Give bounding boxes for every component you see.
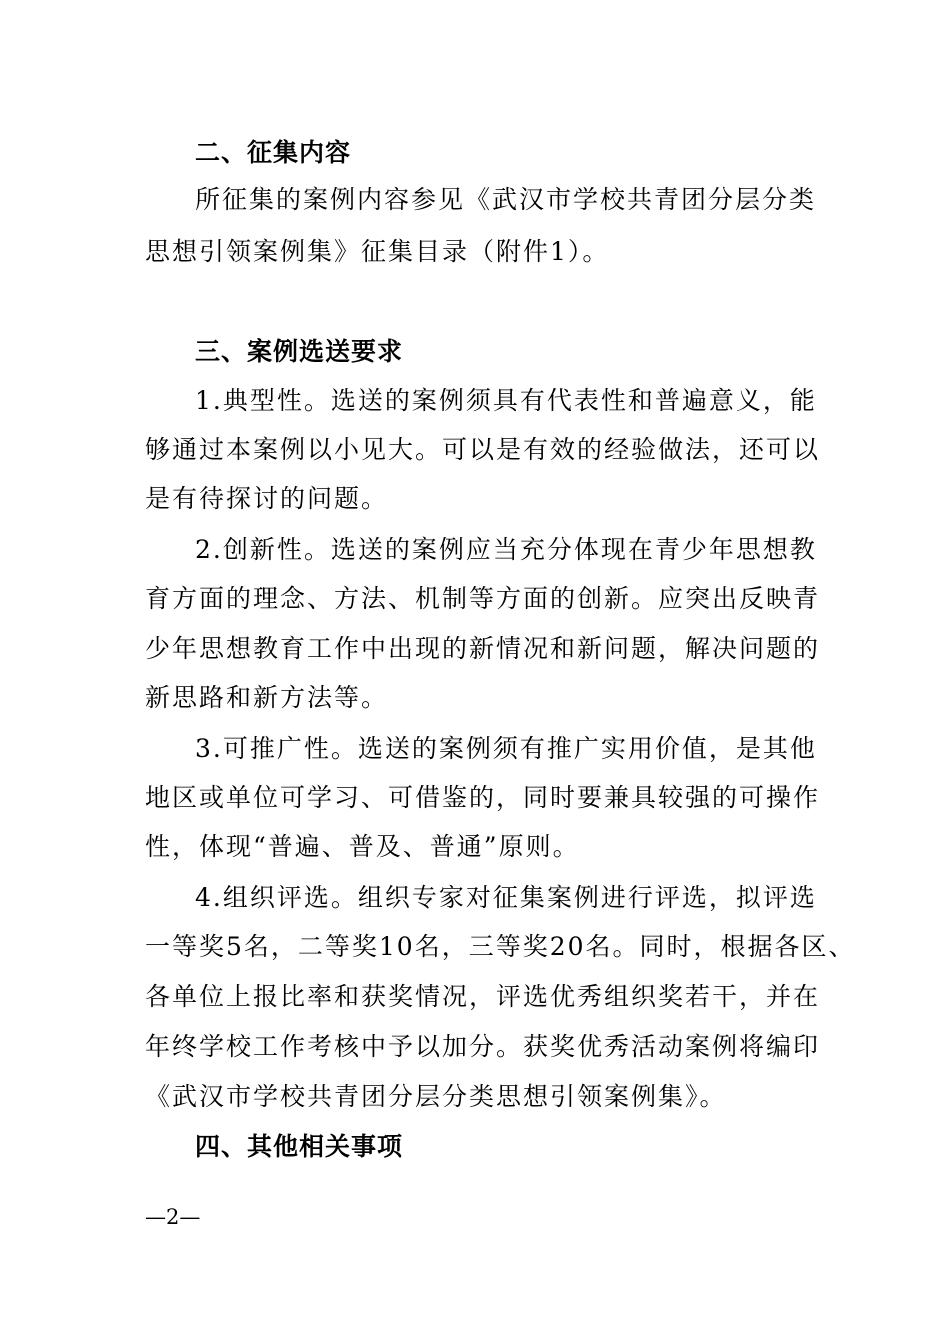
paragraph-line: 育方面的理念、方法、机制等方面的创新。应突出反映青 [145, 584, 821, 613]
page-number: —2— [145, 1205, 201, 1229]
paragraph-line: 少年思想教育工作中出现的新情况和新问题，解决问题的 [145, 634, 821, 663]
paragraph-line: 够通过本案例以小见大。可以是有效的经验做法，还可以 [145, 435, 821, 464]
paragraph-line: 所征集的案例内容参见《武汉市学校共青团分层分类 [195, 185, 817, 214]
paragraph-line: 一等奖5名，二等奖10名，三等奖20名。同时，根据各区、 [145, 932, 856, 961]
paragraph-line: 3.可推广性。选送的案例须有推广实用价值，是其他 [195, 734, 817, 763]
paragraph-line: 思想引领案例集》征集目录（附件1）。 [145, 237, 610, 266]
paragraph-line: 1.典型性。选送的案例须具有代表性和普遍意义，能 [195, 386, 817, 415]
paragraph-line: 新思路和新方法等。 [145, 683, 389, 712]
paragraph-line: 性，体现“普遍、普及、普通”原则。 [145, 832, 580, 861]
paragraph-line: 年终学校工作考核中予以加分。获奖优秀活动案例将编印 [145, 1032, 821, 1061]
section-heading-other-matters: 四、其他相关事项 [195, 1132, 404, 1161]
section-heading-case-requirements: 三、案例选送要求 [195, 337, 404, 366]
paragraph-line: 地区或单位可学习、可借鉴的，同时要兼具较强的可操作 [145, 783, 821, 812]
paragraph-line: 4.组织评选。组织专家对征集案例进行评选，拟评选 [195, 883, 817, 912]
paragraph-line: 是有待探讨的问题。 [145, 484, 389, 513]
section-heading-collection-content: 二、征集内容 [195, 138, 352, 167]
paragraph-line: 各单位上报比率和获奖情况，评选优秀组织奖若干，并在 [145, 982, 821, 1011]
paragraph-line: 《武汉市学校共青团分层分类思想引领案例集》。 [145, 1082, 727, 1111]
paragraph-line: 2.创新性。选送的案例应当充分体现在青少年思想教 [195, 535, 817, 564]
